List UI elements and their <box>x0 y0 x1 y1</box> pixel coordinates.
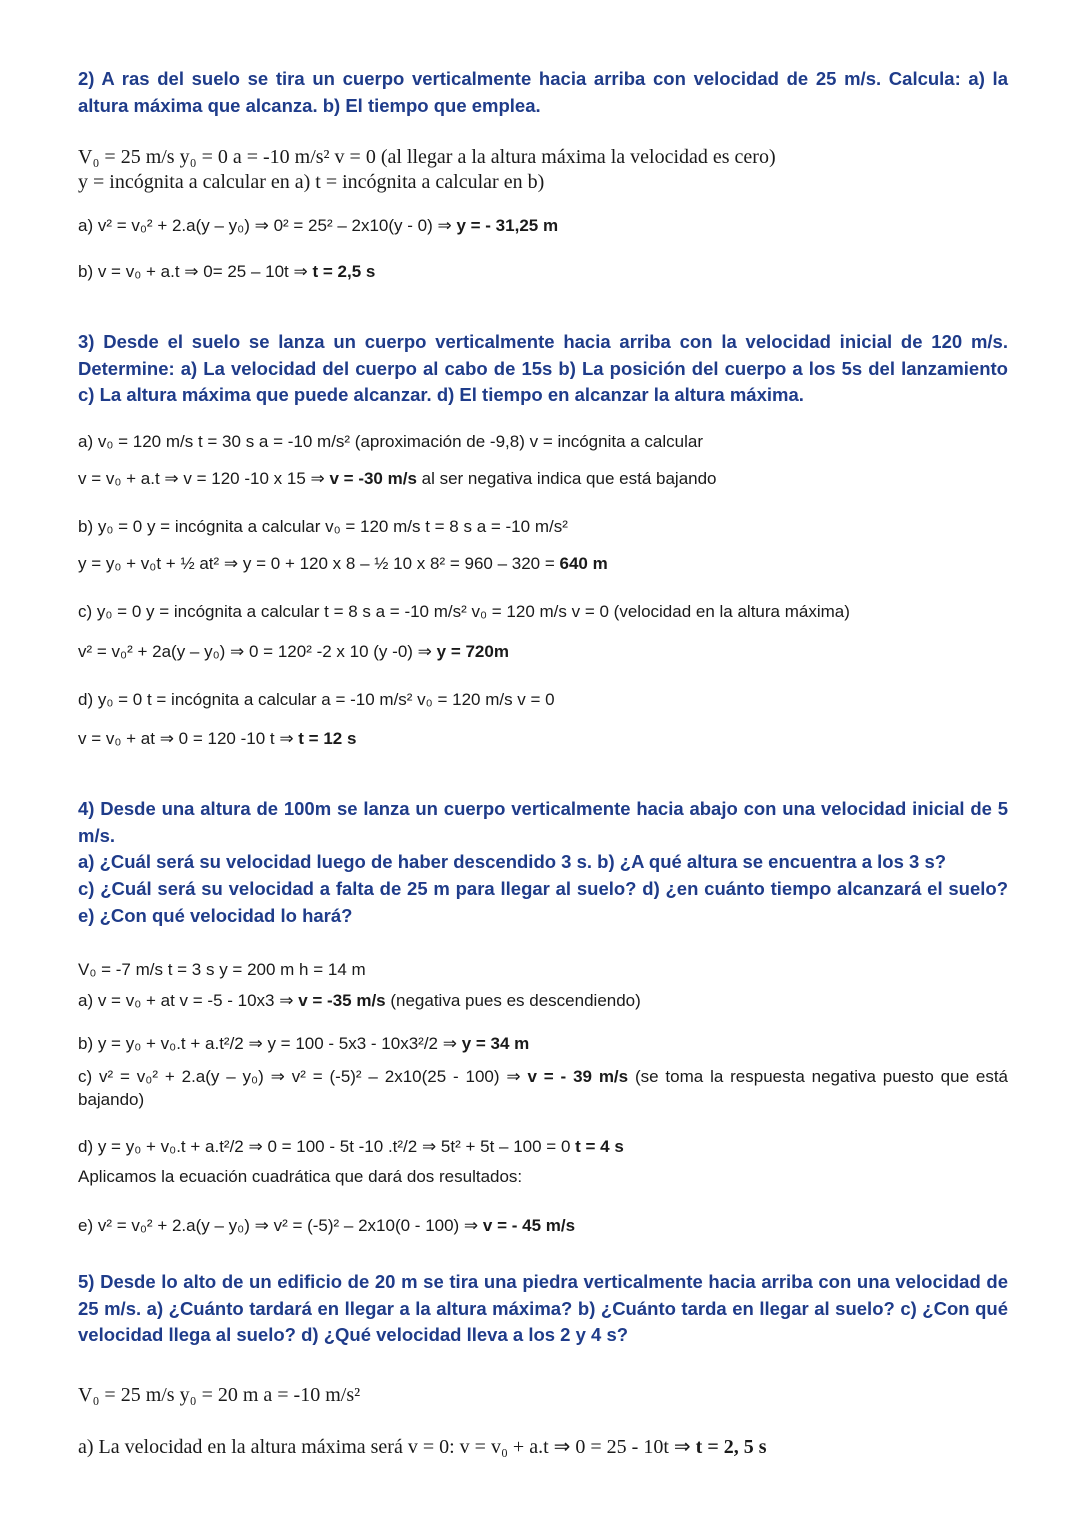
problem-4-part-d-note: Aplicamos la ecuación cuadrática que dará dos resultados: <box>78 1167 523 1186</box>
problem-4-part-b <box>78 1034 529 1054</box>
problem-4-part-d-result: t = 4 s <box>575 1137 624 1156</box>
problem-4-statement-c: c) ¿Cuál será su velocidad a falta de 25 m para llegar al suelo? d) ¿en cuánto tiempo alcanzará el suelo? e) ¿Con qué velocidad lo hará? <box>78 878 1008 926</box>
problem-3-part-d-data: d) y₀ = 0 t = incógnita a calcular a = -10 m/s² v₀ = 120 m/s v = 0 <box>78 690 555 709</box>
problem-3-part-a-note: al ser negativa indica que está bajando <box>416 469 717 488</box>
problem-5-part-a-result: t = 2, 5 s <box>695 1436 767 1458</box>
problem-2-part-a-result: y = - 31,25 m <box>456 216 559 235</box>
problem-5-data: V₀ = 25 m/s y₀ = 20 m a = -10 m/s² <box>78 1384 361 1406</box>
problem-4-statement: 4) Desde una altura de 100m se lanza un cuerpo verticalmente hacia abajo con una velocidad inicial de 5 m/s. <box>78 798 1008 846</box>
problem-4-part-a <box>78 991 641 1011</box>
problem-2-data-line-1: V₀ = 25 m/s y₀ = 0 a = -10 m/s² v = 0 (al llegar a la altura máxima la velocidad es cero) <box>78 146 776 168</box>
problem-4-part-a-note: (negativa pues es descendiendo) <box>385 991 641 1010</box>
problem-2-part-b-result: t = 2,5 s <box>312 262 376 281</box>
problem-3-part-a-data: a) v₀ = 120 m/s t = 30 s a = -10 m/s² (aproximación de -9,8) v = incógnita a calcular <box>78 432 704 451</box>
problem-4-part-c-result: v = - 39 m/s <box>527 1067 629 1086</box>
problem-4-data: V₀ = -7 m/s t = 3 s y = 200 m h = 14 m <box>78 960 366 979</box>
problem-4-part-a-calc: a) v = v₀ + at v = -5 - 10x3 ⇒ <box>78 991 299 1010</box>
problem-2-part-b <box>78 262 375 282</box>
problem-2-statement: 2) A ras del suelo se tira un cuerpo verticalmente hacia arriba con velocidad de 25 m/s. Calcula: a) la altura máxima que alcanza. b) El tiempo que emplea. <box>78 68 1008 116</box>
problem-3-part-d <box>78 729 356 749</box>
problem-4-part-c <box>78 1065 1008 1111</box>
problem-3-statement: 3) Desde el suelo se lanza un cuerpo verticalmente hacia arriba con la velocidad inicial de 120 m/s. Determine: a) La velocidad del cuerpo al cabo de 15s b) La posición del cuerpo a los 5s del lanzamiento c) La altura máxima que puede alcanzar. d) El tiempo en alcanzar la altura máxima. <box>78 331 1008 405</box>
problem-3-part-b <box>78 554 608 574</box>
problem-4-statement-a: a) ¿Cuál será su velocidad luego de haber descendido 3 s. b) ¿A qué altura se encuentra a los 3 s? <box>78 851 947 872</box>
problem-4-part-e-calc: e) v² = v₀² + 2.a(y – y₀) ⇒ v² = (-5)² – 2x10(0 - 100) ⇒ <box>78 1216 483 1235</box>
problem-3-part-b-calc: y = y₀ + v₀t + ½ at² ⇒ y = 0 + 120 x 8 – ½ 10 x 8² = 960 – 320 = <box>78 554 560 573</box>
problem-4-part-e-result: v = - 45 m/s <box>482 1216 576 1235</box>
problem-4-part-a-result: v = -35 m/s <box>298 991 386 1010</box>
problem-3-part-a-result: v = -30 m/s <box>329 469 417 488</box>
problem-4-part-d <box>78 1137 624 1157</box>
problem-3-part-c-result: y = 720m <box>436 642 509 661</box>
problem-2-part-b-calc: b) v = v₀ + a.t ⇒ 0= 25 – 10t ⇒ <box>78 262 313 281</box>
problem-4-part-c-calc: c) v² = v₀² + 2.a(y – y₀) ⇒ v² = (-5)² – 2x10(25 - 100) ⇒ <box>78 1067 528 1086</box>
problem-4-part-d-calc: d) y = y₀ + v₀.t + a.t²/2 ⇒ 0 = 100 - 5t -10 .t²/2 ⇒ 5t² + 5t – 100 = 0 <box>78 1137 576 1156</box>
problem-4-part-c-note: (se toma la respuesta negativa puesto que está bajando) <box>78 1067 1008 1109</box>
problem-2-data-line-2: y = incógnita a calcular en a) t = incógnita a calcular en b) <box>78 171 545 193</box>
problem-3-part-c-data: c) y₀ = 0 y = incógnita a calcular t = 8 s a = -10 m/s² v₀ = 120 m/s v = 0 (velocidad en la altura máxima) <box>78 602 850 621</box>
problem-2-part-a-calc: a) v² = v₀² + 2.a(y – y₀) ⇒ 0² = 25² – 2x10(y - 0) ⇒ <box>78 216 457 235</box>
problem-3-part-d-calc: v = v₀ + at ⇒ 0 = 120 -10 t ⇒ <box>78 729 299 748</box>
problem-3-part-d-result: t = 12 s <box>298 729 357 748</box>
problem-5-part-a-calc: a) La velocidad en la altura máxima será v = 0: v = v₀ + a.t ⇒ 0 = 25 - 10t ⇒ <box>78 1436 696 1458</box>
problem-4-part-b-result: y = 34 m <box>461 1034 530 1053</box>
problem-4-part-e <box>78 1216 575 1236</box>
problem-4-part-b-calc: b) y = y₀ + v₀.t + a.t²/2 ⇒ y = 100 - 5x3 - 10x3²/2 ⇒ <box>78 1034 462 1053</box>
problem-2-part-a <box>78 216 558 236</box>
problem-3-part-a-calc: v = v₀ + a.t ⇒ v = 120 -10 x 15 ⇒ <box>78 469 330 488</box>
problem-3-part-a <box>78 469 717 489</box>
problem-3-part-b-data: b) y₀ = 0 y = incógnita a calcular v₀ = 120 m/s t = 8 s a = -10 m/s² <box>78 517 568 536</box>
problem-5-statement: 5) Desde lo alto de un edificio de 20 m se tira una piedra verticalmente hacia arriba con una velocidad de 25 m/s. a) ¿Cuánto tardará en llegar a la altura máxima? b) ¿Cuánto tarda en llegar al suelo? c) ¿Con qué velocidad llega al suelo? d) ¿Qué velocidad lleva a los 2 y 4 s? <box>78 1271 1008 1345</box>
problem-5-part-a <box>78 1434 767 1459</box>
problem-3-part-c <box>78 642 509 662</box>
problem-3-part-c-calc: v² = v₀² + 2a(y – y₀) ⇒ 0 = 120² -2 x 10 (y -0) ⇒ <box>78 642 437 661</box>
problem-3-part-b-result: 640 m <box>559 554 608 573</box>
